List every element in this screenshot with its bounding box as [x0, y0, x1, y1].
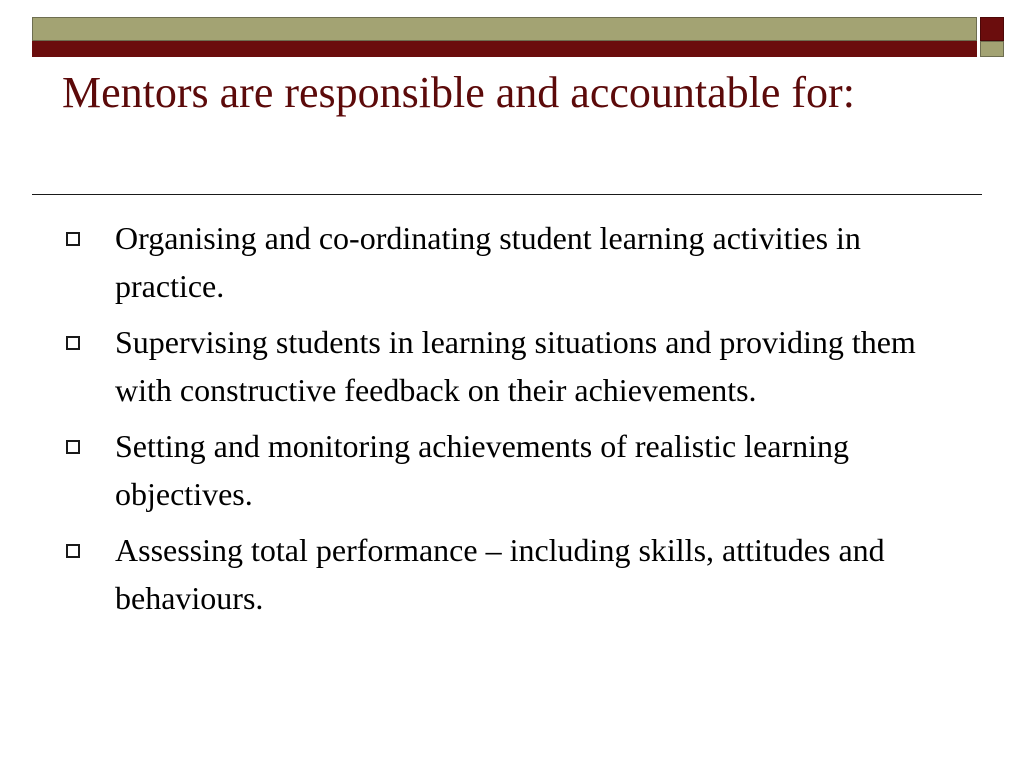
header-olive-square — [980, 41, 1004, 57]
bullet-item — [62, 526, 962, 622]
slide-title: Mentors are responsible and accountable for: — [62, 68, 855, 117]
header-olive-band — [32, 17, 977, 41]
header-maroon-stripe — [32, 41, 977, 57]
title-divider — [32, 194, 982, 195]
hollow-square-bullet-icon — [66, 440, 80, 454]
bullet-item — [62, 214, 962, 310]
bullet-item — [62, 318, 962, 414]
bullet-text: Supervising students in learning situations and providing them with constructive feedback on their achievements. — [115, 324, 916, 408]
bullet-item — [62, 422, 962, 518]
hollow-square-bullet-icon — [66, 336, 80, 350]
bullet-text: Setting and monitoring achievements of realistic learning objectives. — [115, 428, 850, 512]
bullet-text: Organising and co-ordinating student learning activities in practice. — [115, 220, 861, 304]
header-maroon-square — [980, 17, 1004, 41]
hollow-square-bullet-icon — [66, 232, 80, 246]
hollow-square-bullet-icon — [66, 544, 80, 558]
bullet-text: Assessing total performance – including skills, attitudes and behaviours. — [115, 532, 885, 616]
bullet-list — [62, 214, 962, 630]
